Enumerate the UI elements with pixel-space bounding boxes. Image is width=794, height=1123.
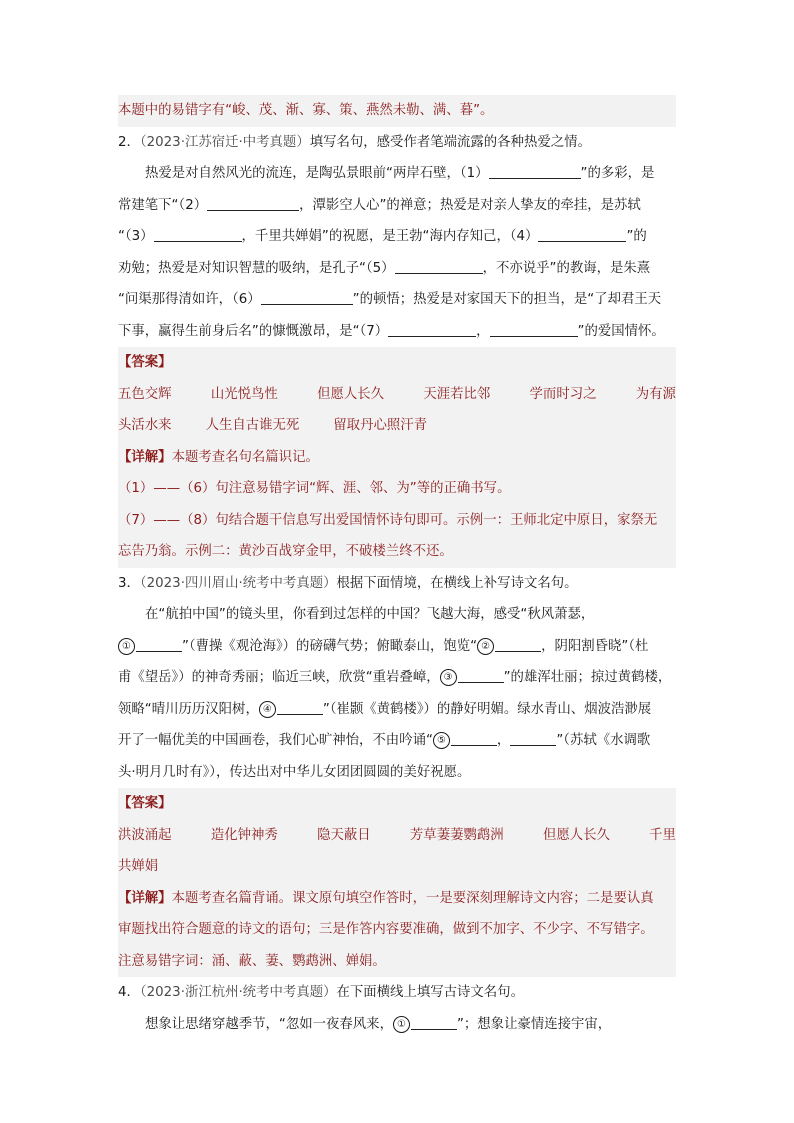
q2-text-line xyxy=(118,316,676,348)
question-source: （2023·四川眉山·统考中考真题） xyxy=(139,575,337,591)
detail-line: 审题找出符合题意的诗文的语句；三是作答内容要准确，做到不加字、不少字、不写错字。 xyxy=(118,922,654,937)
question-prompt: 填写名句，感受作者笔端流露的各种热爱之情。 xyxy=(309,134,591,150)
circled-number: ⑤ xyxy=(433,732,450,749)
error-prone-note: 本题中的易错字有“峻、茂、渐、寡、策、燕然未勒、满、暮”。 xyxy=(118,95,676,127)
fill-blank xyxy=(495,635,541,652)
fill-blank xyxy=(510,729,556,746)
question-2-header xyxy=(118,127,676,159)
document-page xyxy=(118,95,676,1040)
answer-row xyxy=(118,820,676,852)
fill-blank xyxy=(136,635,182,652)
question-number: 3． xyxy=(118,575,140,591)
q3-text-line xyxy=(118,694,676,726)
q2-answer-block xyxy=(118,347,676,568)
fill-blank xyxy=(451,729,497,746)
detail-line xyxy=(118,883,676,915)
circled-number: ① xyxy=(393,1016,410,1033)
q3-text-line: 在“航拍中国”的镜头里，你看到过怎样的中国？飞越大海，感受“秋风萧瑟， xyxy=(145,607,595,622)
fill-blank xyxy=(489,162,581,179)
q2-text-line xyxy=(118,158,676,190)
question-4-header xyxy=(118,977,676,1009)
fill-blank xyxy=(538,225,626,242)
text: “问渠那得清如许，（6） xyxy=(118,292,261,307)
fill-blank xyxy=(261,288,353,305)
text: ， xyxy=(476,323,490,339)
answer-item: 留取丹心照汗青 xyxy=(333,418,428,433)
text: ”（苏轼《水调歌 xyxy=(556,733,651,748)
text: ，不亦说乎”的教诲，是朱熹 xyxy=(482,260,651,276)
text: 开了一幅优美的中国画卷，我们心旷神怡，不由吟诵“ xyxy=(118,733,433,748)
answer-item: 学而时习之 xyxy=(529,386,597,402)
text: 常建笔下“（2） xyxy=(118,197,208,213)
answer-label: 【答案】 xyxy=(118,796,172,811)
text: 想象让思绪穿越季节，“忽如一夜春风来， xyxy=(145,1016,393,1032)
circled-number: ③ xyxy=(440,669,457,686)
question-prompt: 根据下面情境，在横线上补写诗文名句。 xyxy=(336,575,578,591)
detail-text: 本题考查名篇背诵。课文原句填空作答时，一是要深刻理解诗文内容；二是要认真 xyxy=(171,890,654,906)
detail-line: 忘告乃翁。示例二：黄沙百战穿金甲，不破楼兰终不还。 xyxy=(118,544,453,559)
q3-text-line xyxy=(118,631,676,663)
circled-number: ② xyxy=(477,638,494,655)
text: ”的顿悟；热爱是对家国天下的担当，是“了却君王天 xyxy=(352,292,662,307)
answer-item: 洪波涌起 xyxy=(118,827,172,843)
text: 甫《望岳》）的神奇秀丽；临近三峡，欣赏“重岩叠嶂， xyxy=(118,670,440,685)
fill-blank xyxy=(277,698,323,715)
q4-text-line xyxy=(118,1009,676,1041)
fill-blank xyxy=(395,257,483,274)
q3-text-line xyxy=(118,662,676,694)
answer-item: 天涯若比邻 xyxy=(423,386,491,402)
detail-line: 注意易错字词：涌、蔽、萋、鹦鹉洲、婵娟。 xyxy=(118,953,386,969)
detail-line xyxy=(118,442,676,474)
answer-row xyxy=(118,410,676,442)
answer-row: 共婵娟 xyxy=(118,859,159,874)
text: ，阴阳割昏晓”（杜 xyxy=(541,638,649,654)
text: “（3） xyxy=(118,229,154,244)
answer-item: 人生自古谁无死 xyxy=(205,418,300,433)
q3-text-line: 头·明月几时有》），传达出对中华儿女团团圆圆的美好祝愿。 xyxy=(118,764,471,780)
answer-item: 山光悦鸟性 xyxy=(210,386,278,402)
fill-blank xyxy=(411,1013,457,1030)
q2-text-line xyxy=(118,190,676,222)
text: ”的 xyxy=(626,229,647,244)
circled-number: ① xyxy=(118,638,135,655)
fill-blank xyxy=(154,225,242,242)
question-3-header xyxy=(118,568,676,600)
text: 下事，赢得生前身后名”的慷慨激昂，是“（7） xyxy=(118,323,389,339)
text: ”的多彩，是 xyxy=(580,166,655,181)
answer-item: 但愿人长久 xyxy=(542,827,610,843)
text: ”（曹操《观沧海》）的磅礴气势；俯瞰泰山，饱览“ xyxy=(182,638,478,654)
question-number: 2． xyxy=(118,134,140,150)
question-prompt: 在下面横线上填写古诗文名句。 xyxy=(336,985,524,1000)
answer-item: 芳草萋萋鹦鹉洲 xyxy=(409,827,504,843)
text: ”的爱国情怀。 xyxy=(577,323,665,339)
q2-text-line xyxy=(118,253,676,285)
text: ， xyxy=(496,733,511,748)
text: ”；想象让豪情连接宇宙， xyxy=(456,1016,612,1032)
text: ，千里共婵娟”的祝愿，是王勃“海内存知己，（4） xyxy=(241,229,539,244)
q3-answer-block xyxy=(118,788,676,977)
text: 热爱是对自然风光的流连，是陶弘景眼前“两岸石壁，（1） xyxy=(145,166,489,181)
q2-text-line xyxy=(118,221,676,253)
text: ”（崔颢《黄鹤楼》）的静好明媚。绿水青山、烟波浩渺展 xyxy=(322,701,652,717)
detail-line: （1）——（6）句注意易错字词“辉、涯、邻、为”等的正确书写。 xyxy=(118,481,511,496)
fill-blank xyxy=(458,666,504,683)
answer-item: 头活水来 xyxy=(118,418,172,433)
text: 领略“晴川历历汉阳树， xyxy=(118,701,259,717)
answer-item: 千里 xyxy=(649,827,676,843)
answer-item: 隐天蔽日 xyxy=(317,827,371,843)
answer-item: 造化钟神秀 xyxy=(210,827,278,843)
q3-text-line xyxy=(118,725,676,757)
question-source: （2023·江苏宿迁·中考真题） xyxy=(139,134,310,150)
answer-item: 但愿人长久 xyxy=(317,386,385,402)
answer-item: 五色交辉 xyxy=(118,386,172,402)
circled-number: ④ xyxy=(259,701,276,718)
question-number: 4． xyxy=(118,985,140,1000)
detail-label: 【详解】 xyxy=(118,890,172,906)
fill-blank xyxy=(490,320,578,337)
fill-blank xyxy=(207,194,299,211)
answer-item: 为有源 xyxy=(635,386,676,402)
detail-line: （7）——（8）句结合题干信息写出爱国情怀诗句即可。示例一：王师北定中原日，家祭无 xyxy=(118,512,658,528)
fill-blank xyxy=(388,320,476,337)
answer-label: 【答案】 xyxy=(118,355,172,370)
detail-label: 【详解】 xyxy=(118,449,172,465)
answer-row xyxy=(118,379,676,411)
text: ”的雄浑壮丽；掠过黄鹤楼， xyxy=(503,670,672,685)
text: ，潭影空人心”的禅意；热爱是对亲人挚友的牵挂，是苏轼 xyxy=(299,197,641,213)
question-source: （2023·浙江杭州·统考中考真题） xyxy=(139,985,337,1000)
detail-text: 本题考查名句名篇识记。 xyxy=(171,449,319,465)
text: 劝勉；热爱是对知识智慧的吸纳，是孔子“（5） xyxy=(118,260,395,276)
q2-text-line xyxy=(118,284,676,316)
